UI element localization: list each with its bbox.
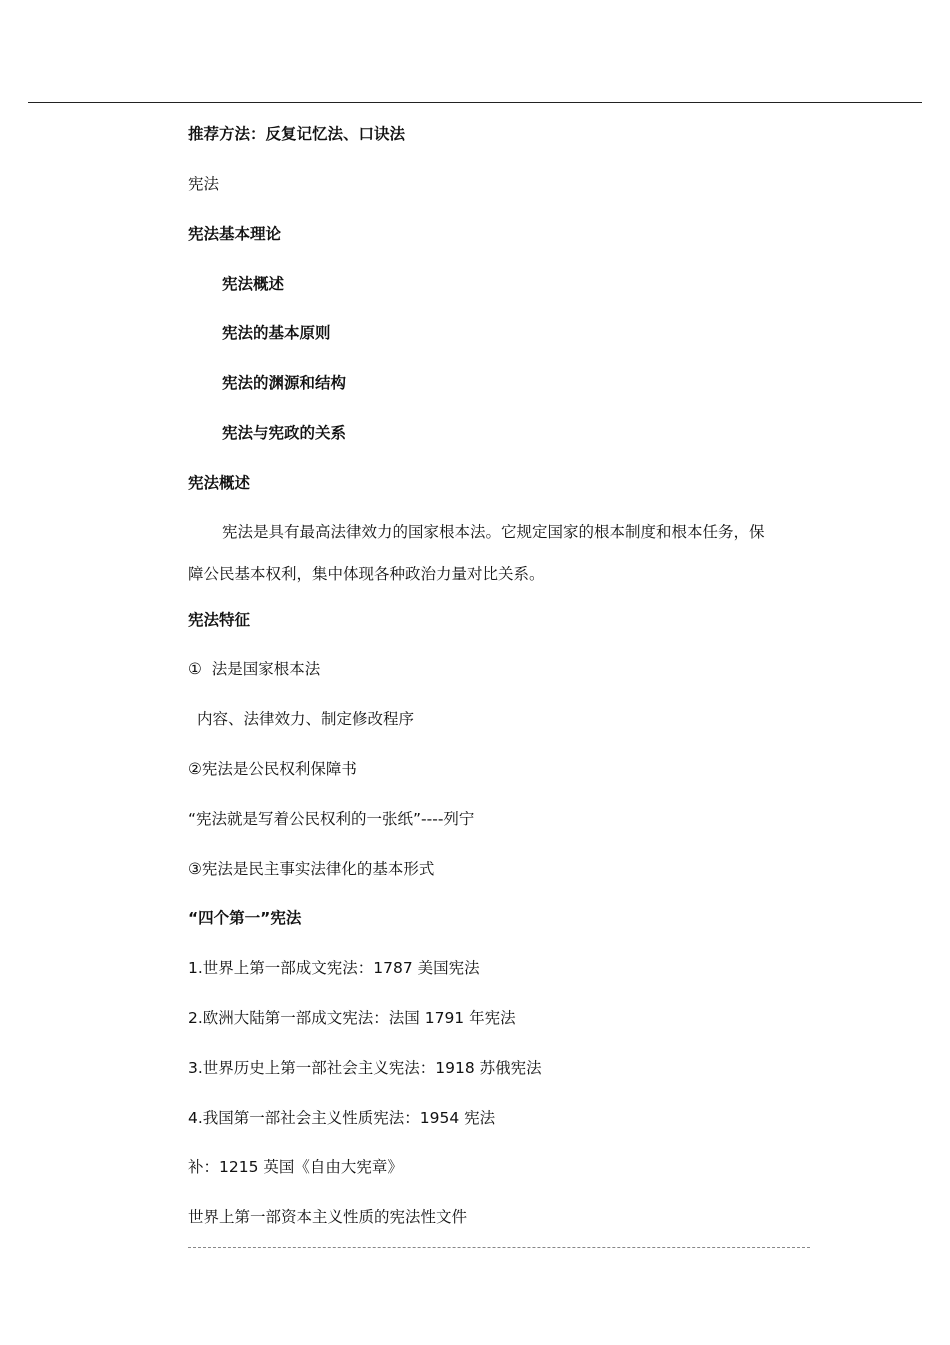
section-theory-heading: 宪法基本理论 (188, 225, 282, 243)
overview-paragraph (188, 511, 813, 595)
firsts-item: 2.欧洲大陆第一部成文宪法：法国 1791 年宪法 (188, 1009, 516, 1027)
method-line: 推荐方法：反复记忆法、口诀法 (188, 125, 406, 143)
feature-item: ②宪法是公民权利保障书 (188, 760, 357, 778)
firsts-heading: “四个第一”宪法 (188, 909, 302, 927)
supplement-note: 世界上第一部资本主义性质的宪法性文件 (188, 1208, 468, 1226)
feature-item: ③宪法是民主事实法律化的基本形式 (188, 860, 435, 878)
quote-line: “宪法就是写着公民权利的一张纸”----列宁 (188, 810, 475, 828)
features-heading: 宪法特征 (188, 611, 251, 629)
toc-item: 宪法概述 (222, 275, 285, 293)
feature-item: ① 法是国家根本法 (188, 660, 321, 678)
footer-rule (188, 1247, 810, 1248)
header-rule (28, 102, 922, 103)
overview-line: 障公民基本权利，集中体现各种政治力量对比关系。 (188, 565, 545, 583)
feature-detail: 内容、法律效力、制定修改程序 (197, 710, 415, 728)
firsts-item: 3.世界历史上第一部社会主义宪法：1918 苏俄宪法 (188, 1059, 542, 1077)
toc-item: 宪法的基本原则 (222, 324, 331, 342)
toc-item: 宪法与宪政的关系 (222, 424, 347, 442)
firsts-item: 4.我国第一部社会主义性质宪法：1954 宪法 (188, 1109, 496, 1127)
subject-title: 宪法 (188, 175, 220, 193)
toc-item: 宪法的渊源和结构 (222, 374, 347, 392)
firsts-item: 1.世界上第一部成文宪法：1787 美国宪法 (188, 959, 480, 977)
overview-line: 宪法是具有最高法律效力的国家根本法。它规定国家的根本制度和根本任务，保 (222, 523, 765, 541)
supplement-line: 补：1215 英国《自由大宪章》 (188, 1158, 403, 1176)
overview-heading: 宪法概述 (188, 474, 251, 492)
